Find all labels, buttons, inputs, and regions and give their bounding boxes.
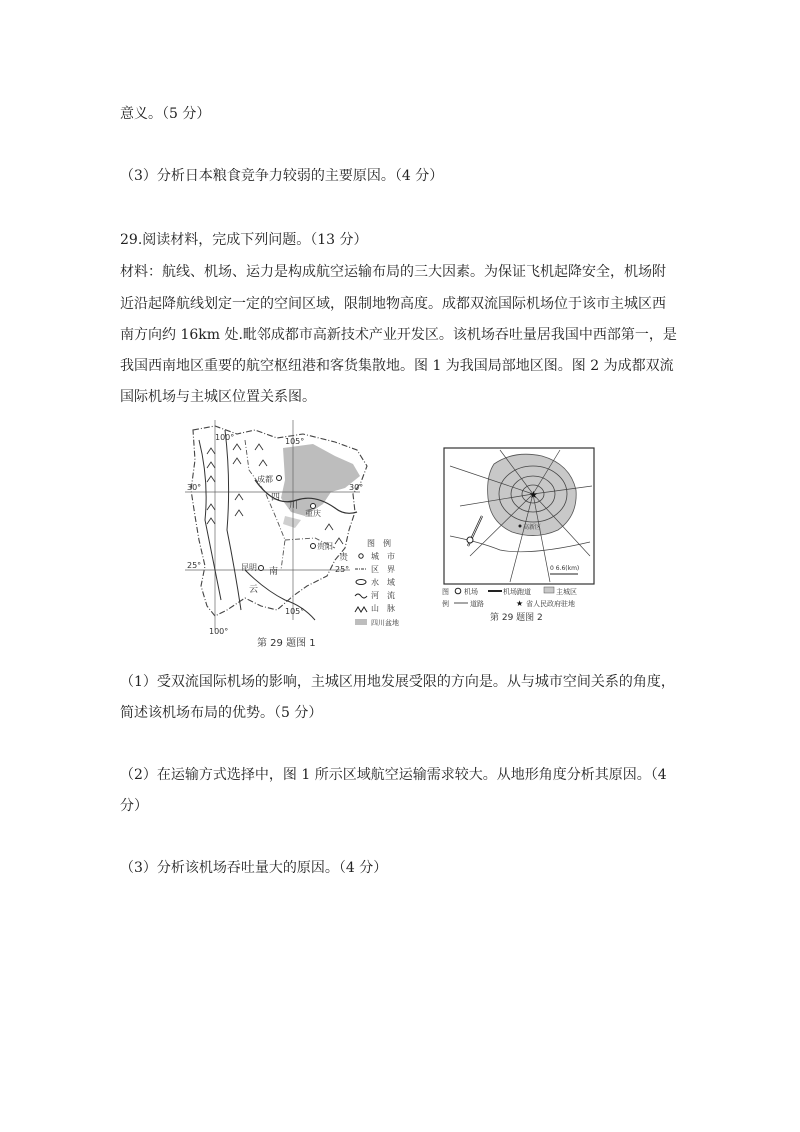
q28-sub-question-3: （3）分析日本粮食竞争力较弱的主要原因。（4 分） — [120, 168, 444, 184]
legend-item: 机场跑道 — [503, 588, 531, 596]
legend-item: 河 流 — [371, 591, 395, 600]
airport-legend-icon — [455, 588, 461, 594]
star-legend-icon: ★ — [516, 599, 524, 608]
q29-material-line-4: 我国西南地区重要的航空枢纽港和客货集散地。图 1 为我国局部地区图。图 2 为成都双流 — [120, 358, 674, 374]
longitude-label: 100° — [209, 627, 229, 636]
q29-material-line-5: 国际机场与主城区位置关系图。 — [120, 389, 316, 405]
figure-2-map — [440, 446, 606, 626]
airport-icon — [467, 537, 473, 543]
legend-head: 例 — [442, 600, 449, 608]
q28-text-line: 意义。（5 分） — [120, 106, 211, 122]
legend-item: 机场 — [464, 588, 478, 596]
longitude-label: 105° — [285, 607, 305, 616]
q29-sub-question-3: （3）分析该机场吞吐量大的原因。（4 分） — [120, 860, 388, 876]
q29-material-line-3: 南方向约 16km 处.毗邻成都市高新技术产业开发区。该机场吞吐量居我国中西部第一，是 — [120, 327, 677, 343]
latitude-label: 30° — [187, 483, 202, 492]
scale-label: 0 6.6(km) — [550, 565, 580, 572]
urban-legend-icon — [544, 587, 554, 593]
longitude-label: 105° — [285, 437, 305, 446]
legend-item: 主城区 — [556, 588, 577, 596]
q29-sub-question-1-line-2: 简述该机场布局的优势。（5 分） — [120, 705, 323, 721]
q29-material-line-2: 近沿起降航线划定一定的空间区域，限制地物高度。成都双流国际机场位于该市主城区西 — [120, 296, 666, 312]
legend-title: 图 例 — [367, 539, 391, 548]
legend-item: 省人民政府驻地 — [526, 600, 575, 608]
city-label-guiyang: 贵阳 — [317, 542, 333, 551]
q29-sub-question-2-line-2: 分） — [120, 798, 148, 814]
legend-item: 区 界 — [371, 565, 395, 574]
legend-item: 水 域 — [371, 578, 395, 587]
region-label: 云 — [249, 585, 259, 595]
figure-2-caption: 第 29 题图 2 — [490, 613, 543, 623]
region-label: 川 — [289, 501, 299, 511]
longitude-label: 100° — [215, 433, 235, 442]
legend-item: 道路 — [470, 600, 484, 608]
mountain-symbol-icon — [355, 607, 367, 612]
q29-title: 29.阅读材料，完成下列问题。（13 分） — [120, 232, 368, 248]
basin-symbol-icon — [355, 619, 367, 625]
city-label-chengdu: 成都 — [257, 475, 273, 484]
city-label-kunming: 昆明 — [241, 563, 257, 572]
latitude-label: 25° — [187, 561, 202, 570]
city-label-chongqing: 重庆 — [305, 509, 321, 518]
river-symbol-icon — [355, 594, 367, 598]
hi-tech-zone-label: 高新区 — [523, 524, 542, 531]
region-label: 南 — [269, 567, 279, 577]
government-star-icon: ★ — [529, 490, 538, 501]
q29-sub-question-2-line-1: （2）在运输方式选择中，图 1 所示区域航空运输需求较大。从地形角度分析其原因。（4 — [120, 767, 667, 783]
legend-item: 城 市 — [371, 552, 395, 561]
latitude-label: 25° — [335, 565, 350, 574]
legend-head: 图 — [442, 588, 449, 596]
latitude-label: 30° — [349, 483, 364, 492]
legend-item: 山 脉 — [371, 604, 395, 613]
legend-item: 四川盆地 — [371, 619, 399, 627]
city-symbol-icon — [359, 554, 363, 558]
figure-1-map — [185, 420, 410, 656]
figure-1-caption: 第 29 题图 1 — [257, 638, 316, 649]
region-label: 贵 — [339, 553, 349, 563]
q29-material-line-1: 材料：航线、机场、运力是构成航空运输布局的三大因素。为保证飞机起降安全，机场附 — [120, 264, 666, 280]
region-label: 四 — [271, 493, 281, 503]
water-symbol-icon — [356, 580, 366, 585]
q29-sub-question-1-line-1: （1）受双流国际机场的影响，主城区用地发展受限的方向是。从与城市空间关系的角度， — [120, 674, 675, 690]
